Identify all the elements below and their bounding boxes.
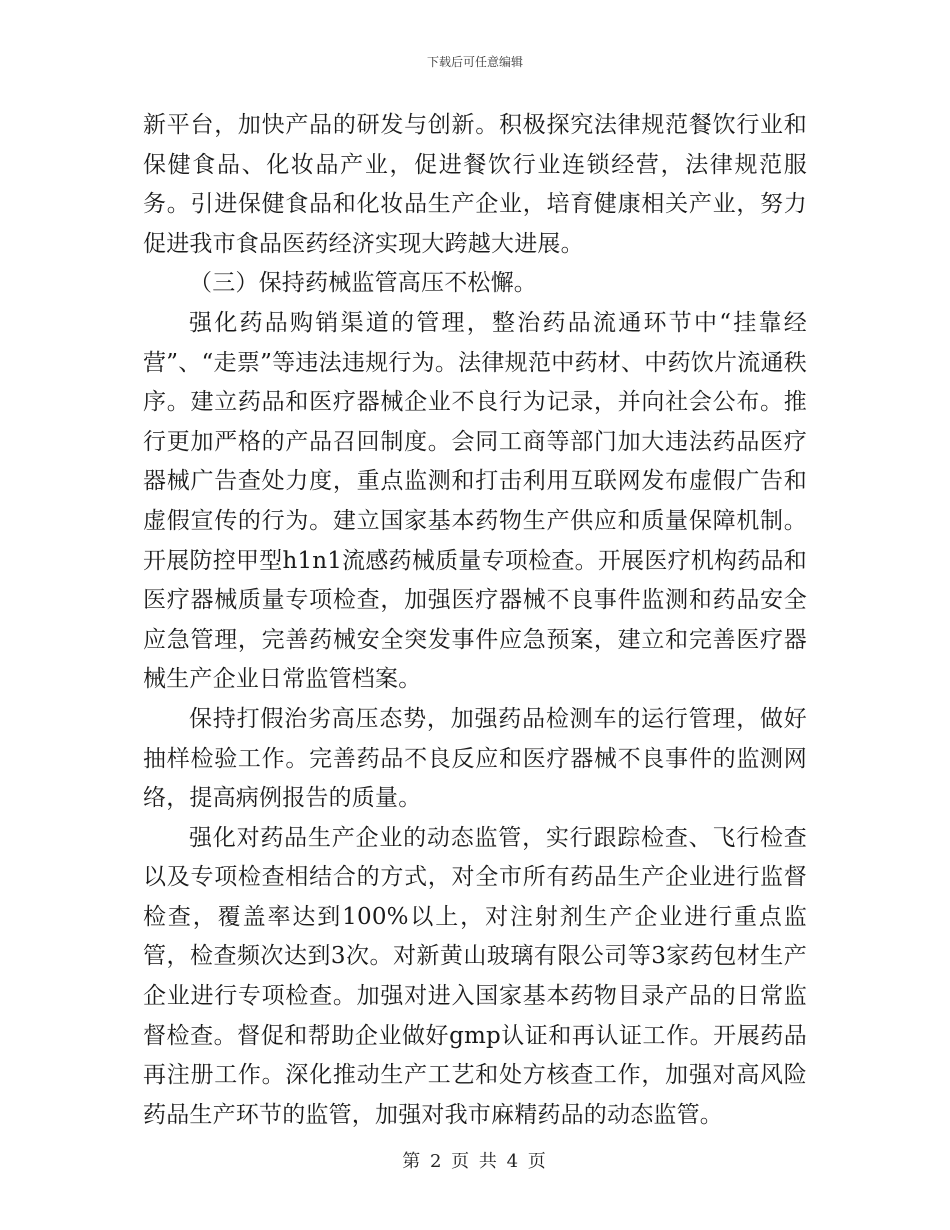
document-body [143,106,807,1135]
page-footer: 第 2 页 共 4 页 [402,1151,548,1172]
paragraph-anti-counterfeit: 保持打假治劣高压态势，加强药品检测车的运行管理，做好抽样检验工作。完善药品不良反应和医疗器械不良事件的监测网络，提高病例报告的质量。 [143,705,807,812]
section-heading: （三）保持药械监管高压不松懈。 [189,270,537,297]
paragraph-drug-distribution: 强化药品购销渠道的管理，整治药品流通环节中“挂靠经营”、“走票”等违法违规行为。法律规范中药材、中药饮片流通秩序。建立药品和医疗器械企业不良行为记录，并向社会公布。推行更加严格的产品召回制度。会同工商等部门加大违法药品医疗器械广告查处力度，重点监测和打击利用互联网发布虚假广告和虚假宣传的行为。建立国家基本药物生产供应和质量保障机制。开展防控甲型h1n1流感药械质量专项检查。开展医疗机构药品和医疗器械质量专项检查，加强医疗器械不良事件监测和药品安全应急管理，完善药械安全突发事件应急预案，建立和完善医疗器械生产企业日常监管档案。 [143,309,807,693]
page-header: 下载后可任意编辑 [426,55,523,69]
paragraph-production-supervision: 强化对药品生产企业的动态监管，实行跟踪检查、飞行检查以及专项检查相结合的方式，对全市所有药品生产企业进行监督检查，覆盖率达到100%以上，对注射剂生产企业进行重点监管，检查频次达到3次。对新黄山玻璃有限公司等3家药包材生产企业进行专项检查。加强对进入国家基本药物目录产品的日常监督检查。督促和帮助企业做好gmp认证和再认证工作。开展药品再注册工作。深化推动生产工艺和处方核查工作，加强对高风险药品生产环节的监管，加强对我市麻精药品的动态监管。 [143,824,807,1128]
paragraph-continuation: 新平台，加快产品的研发与创新。积极探究法律规范餐饮行业和保健食品、化妆品产业，促进餐饮行业连锁经营，法律规范服务。引进保健食品和化妆品生产企业，培育健康相关产业，努力促进我市食品医药经济实现大跨越大进展。 [143,112,807,257]
